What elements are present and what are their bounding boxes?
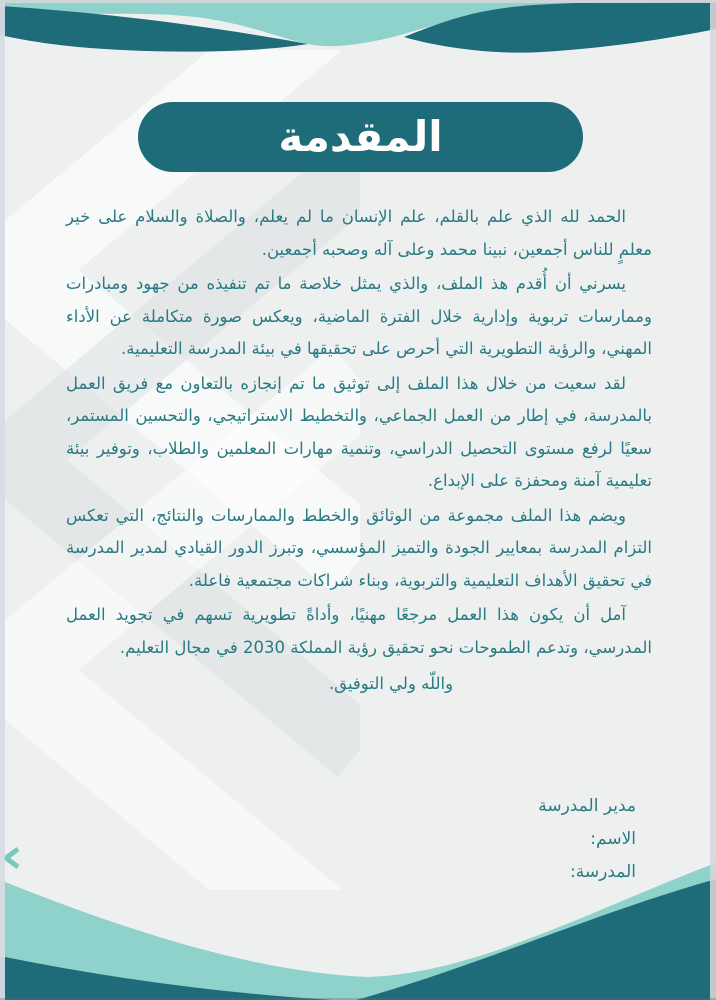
signature-block (538, 790, 636, 889)
closing-line: واللّه ولي التوفيق. (328, 674, 454, 693)
page-title: المقدمة (278, 112, 443, 161)
paragraph: يسرني أن أُقدم هذ الملف، والذي يمثل خلاصة ما تم تنفيذه من جهود ومبادرات وممارسات تربوية وإدارية خلال الفترة الماضية، ويعكس صورة متكاملة عن الأداء المهني، والرؤية التطويرية التي أحرص على تحقيقها في بيئة المدرسة التعليمية. (66, 274, 652, 358)
signature-school-label: المدرسة: (570, 862, 636, 882)
page-edge-top (0, 0, 716, 3)
signature-name-label: الاسم: (590, 829, 636, 849)
page-edge-left (0, 0, 5, 1000)
paragraph: لقد سعيت من خلال هذا الملف إلى توثيق ما تم إنجازه بالتعاون مع فريق العمل بالمدرسة، في إطار من العمل الجماعي، والتخطيط الاستراتيجي، والتحسين المستمر، سعيًا لرفع مستوى التحصيل الدراسي، وتنمية مهارات المعلمين والطلاب، وتوفير بيئة تعليمية آمنة ومحفزة على الإبداع. (66, 373, 652, 490)
body-text (66, 201, 652, 701)
paragraph: آمل أن يكون هذا العمل مرجعًا مهنيًا، وأداةً تطويرية تسهم في تجويد العمل المدرسي، وتدعم الطموحات نحو تحقيق رؤية المملكة 2030 في مجال التعليم. (66, 605, 652, 657)
paragraph: ويضم هذا الملف مجموعة من الوثائق والخطط والممارسات والنتائج، التي تعكس التزام المدرسة بمعايير الجودة والتميز المؤسسي، وتبرز الدور القيادي لمدير المدرسة في تحقيق الأهداف التعليمية والتربوية، وبناء شراكات مجتمعية فاعلة. (66, 505, 652, 590)
title-pill (138, 102, 583, 172)
corner-chevron-icon (2, 846, 22, 870)
page-edge-right (710, 0, 716, 1000)
paragraph: الحمد لله الذي علم بالقلم، علم الإنسان ما لم يعلم، والصلاة والسلام على خير معلمٍ للناس أجمعين، نبينا محمد وعلى آله وصحبه أجمعين. (66, 207, 652, 259)
signature-role: مدير المدرسة (538, 796, 636, 816)
